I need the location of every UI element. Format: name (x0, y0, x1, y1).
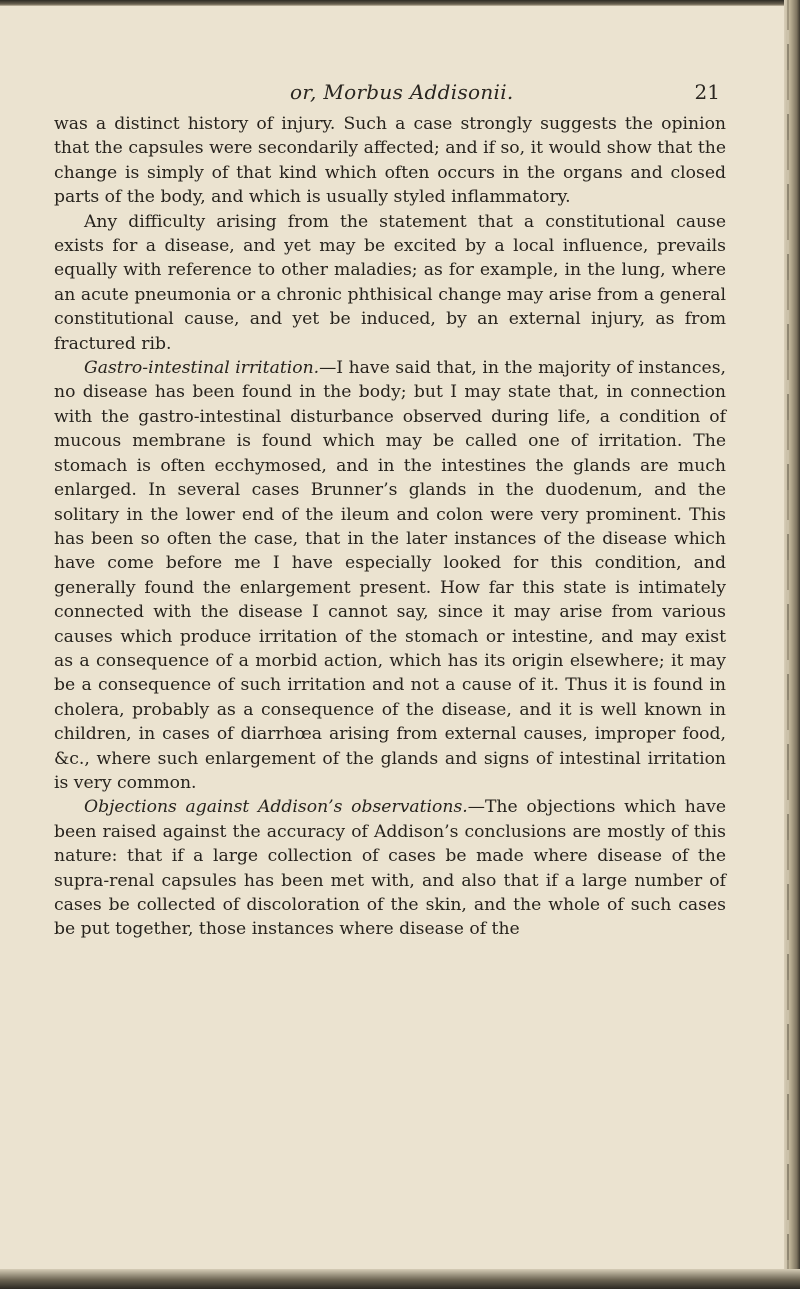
paragraph-gastro-intestinal (54, 356, 726, 795)
page-header (290, 80, 720, 110)
paragraph-text: —I have said that, in the majority of instances, no disease has been found in the body; but I may state that, in connection with the gastro-intestinal disturbance observed during life, a condition of mucous membrane is found which may be called one of irritation. The stomach is often ecchymosed, and in the intestines the glands are much enlarged. In several cases Brunner’s glands in the duodenum, and the solitary in the lower end of the ileum and colon were very prominent. This has been so often the case, that in the later instances of the disease which have come before me I have especially looked for this condition, and generally found the enlargement present. How far this state is intimately connected with the disease I cannot say, since it may arise from various causes which produce irritation of the stomach or intestine, and may exist as a consequence of a morbid action, which has its origin elsewhere; it may be a consequence of such irritation and not a cause of it. Thus it is found in cholera, probably as a consequence of the disease, and it is well known in children, in cases of diarrhœa arising from external causes, improper food, &c., where such enlargement of the glands and signs of intestinal irritation is very common. (54, 358, 726, 793)
paragraph-objections (54, 795, 726, 941)
section-title-objections: Objections against Addison’s observations. (84, 797, 468, 818)
page-bottom-edge (0, 1269, 800, 1289)
paragraph-injury-history (54, 112, 726, 210)
page-number: 21 (694, 80, 720, 104)
paragraph-text: was a distinct history of injury. Such a case strongly suggests the opinion that the capsules were secondarily affected; and if so, it would show that the change is simply of that kind which often occurs in the organs and closed parts of the body, and which is usually styled inflammatory. (54, 114, 726, 208)
page-right-edge (784, 0, 800, 1289)
section-title-gastro-intestinal: Gastro-intestinal irritation. (84, 358, 320, 379)
body-text (54, 112, 726, 942)
paragraph-text: Any difficulty arising from the statement that a constitutional cause exists for a disease, and yet may be excited by a local influence, prevails equally with reference to other maladies; as for example, in the lung, where an acute pneumonia or a chronic phthisical change may arise from a general constitutional cause, and yet be induced, by an external injury, as from fractured rib. (54, 211, 726, 354)
page-top-edge (0, 0, 800, 6)
running-head: or, Morbus Addisonii. (290, 80, 514, 104)
paragraph-constitutional-cause (54, 210, 726, 356)
paragraph-text: —The objections which have been raised against the accuracy of Addison’s conclusions are mostly of this nature: that if a large collection of cases be made where disease of the supra-renal capsules has been met with, and also that if a large number of cases be collected of discoloration of the skin, and the whole of such cases be put together, those instances where disease of the (54, 797, 726, 940)
